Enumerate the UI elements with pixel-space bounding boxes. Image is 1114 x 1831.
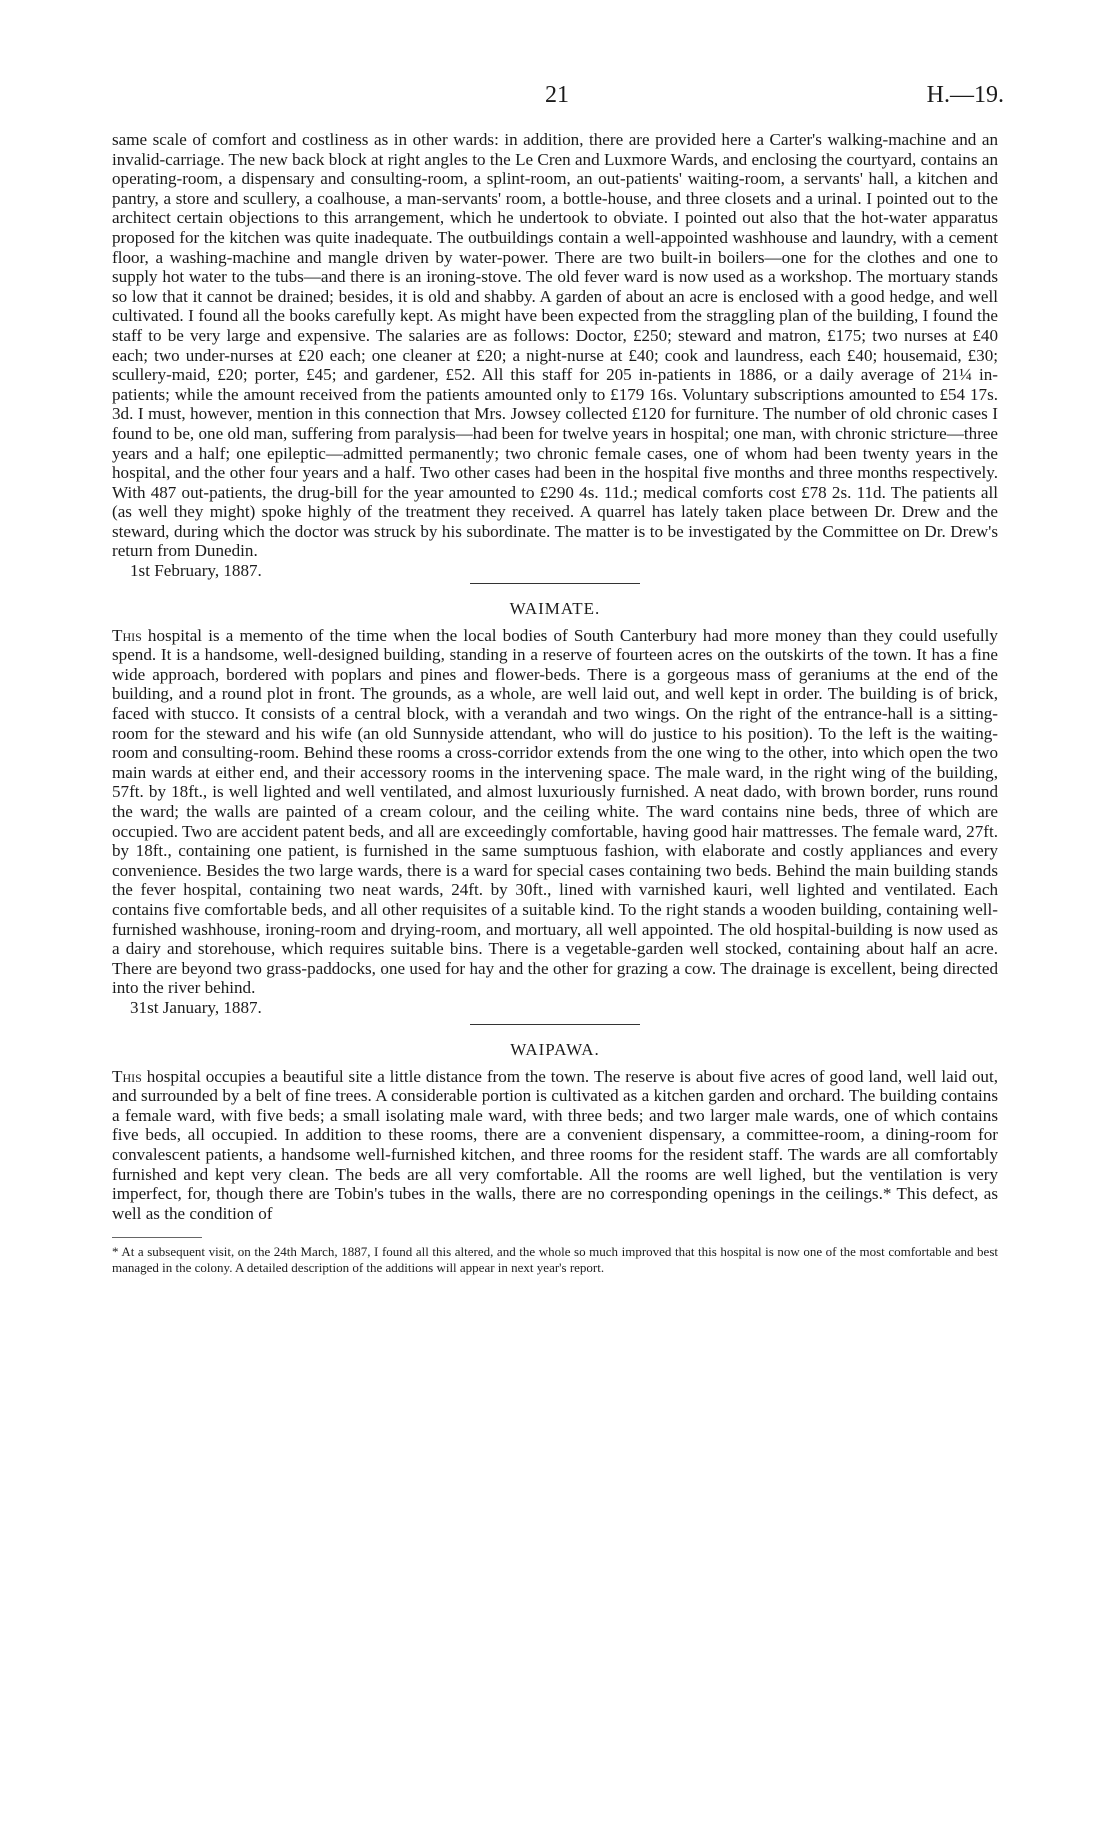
footnote-rule bbox=[112, 1237, 202, 1238]
waimate-date: 31st January, 1887. bbox=[130, 997, 262, 1017]
page-content bbox=[112, 130, 998, 1275]
waipawa-text bbox=[112, 1067, 998, 1224]
section-date: 1st February, 1887. bbox=[130, 561, 262, 581]
footnote: * At a subsequent visit, on the 24th March, 1887, I found all this altered, and the whole so much improved that this hospital is now one of the most comfortable and best managed in the colony. A detailed description of the additions will appear in next year's report. bbox=[112, 1244, 998, 1275]
waimate-heading: WAIMATE. bbox=[509, 598, 601, 618]
page-header bbox=[0, 82, 1114, 122]
page-number: 21 bbox=[545, 82, 569, 108]
waipawa-heading: WAIPAWA. bbox=[510, 1039, 600, 1059]
section-divider bbox=[470, 1024, 640, 1025]
section-continued-text: same scale of comfort and costliness as in other wards: in addition, there are provided here a Carter's walking-machine and an invalid-carriage. The new back block at right angles to the Le Cren and Luxmore Wards, and enclosing the courtyard, contains an operating-room, a dispensary and consulting-room, a splint-room, an out-patients' waiting-room, a servants' hall, a kitchen and pantry, a store and scullery, a coalhouse, a man-servants' room, a bottle-house, and three closets and a urinal. I pointed out to the architect certain objections to this arrangement, which he undertook to obviate. I pointed out also that the hot-water apparatus proposed for the kitchen was quite inadequate. The outbuildings contain a well-appointed washhouse and laundry, with a cement floor, a washing-machine and mangle driven by water-power. There are two built-in boilers—one for the clothes and one to supply hot water to the tubs—and there is an ironing-stove. The old fever ward is now used as a workshop. The mortuary stands so low that it cannot be drained; besides, it is old and shabby. A garden of about an acre is enclosed with a good hedge, and well cultivated. I found all the books carefully kept. As might have been expected from the straggling plan of the building, I found the staff to be very large and expensive. The salaries are as follows: Doctor, £250; steward and matron, £175; two nurses at £40 each; two under-nurses at £20 each; one cleaner at £20; a night-nurse at £40; cook and laundress, each £40; housemaid, £30; scullery-maid, £20; porter, £45; and gardener, £52. All this staff for 205 in-patients in 1886, or a daily average of 21¼ in-patients; while the amount received from the patients amounted only to £179 16s. Voluntary subscriptions amounted to £54 17s. 3d. I must, however, mention in this connection that Mrs. Jowsey collected £120 for furniture. The number of old chronic cases I found to be, one old man, suffering from paralysis—had been for twelve years in hospital; one man, with chronic stricture—three years and a half; one epileptic—admitted permanently; two chronic female cases, one of whom had been twenty years in the hospital, and the other four years and a half. Two other cases had been in the hospital five months and three months respectively. With 487 out-patients, the drug-bill for the year amounted to £290 4s. 11d.; medical comforts cost £78 2s. 11d. The patients all (as well they might) spoke highly of the treatment they received. A quarrel has lately taken place between Dr. Drew and the steward, during which the doctor was struck by his subordinate. The matter is to be investigated by the Committee on Dr. Drew's return from Dunedin. bbox=[112, 130, 998, 561]
document-reference: H.—19. bbox=[926, 82, 1004, 108]
waipawa-lead-word: This bbox=[112, 1066, 142, 1086]
waimate-text bbox=[112, 626, 998, 998]
waimate-body: hospital is a memento of the time when the local bodies of South Canterbury had more money than they could usefully spend. It is a handsome, well-designed building, standing in a reserve of fourteen acres on the outskirts of the town. It has a fine wide approach, bordered with poplars and pines and flower-beds. There is a gorgeous mass of geraniums at the end of the building, and a round plot in front. The grounds, as a whole, are well laid out, and well kept in order. The building is of brick, faced with stucco. It consists of a central block, with a verandah and two wings. On the right of the entrance-hall is a sitting-room for the steward and his wife (an old Sunnyside attendant, who will do justice to his position). To the left is the waiting-room and consulting-room. Behind these rooms a cross-corridor extends from the one wing to the other, into which open the two main wards at either end, and their accessory rooms in the intervening space. The male ward, in the right wing of the building, 57ft. by 18ft., is well lighted and well ventilated, and almost luxuriously furnished. A neat dado, with brown border, runs round the ward; the walls are painted of a cream colour, and the ceiling white. The ward contains nine beds, three of which are occupied. Two are accident patent beds, and all are exceedingly comfortable, having good hair mattresses. The female ward, 27ft. by 18ft., containing one patient, is furnished in the same sumptuous fashion, with elaborate and costly appliances and every convenience. Besides the two large wards, there is a ward for special cases containing two beds. Behind the main building stands the fever hospital, containing two neat wards, 24ft. by 30ft., lined with varnished kauri, well lighted and ventilated. Each contains five comfortable beds, and all other requisites of a suitable kind. To the right stands a wooden building, containing well-furnished washhouse, ironing-room and drying-room, and mortuary, all well appointed. The old hospital-building is now used as a dairy and storehouse, which requires suitable bins. There is a vegetable-garden well stocked, containing about half an acre. There are beyond two grass-paddocks, one used for hay and the other for grazing a cow. The drainage is excellent, being directed into the river behind. bbox=[112, 625, 998, 998]
waipawa-body: hospital occupies a beautiful site a little distance from the town. The reserve is about five acres of good land, well laid out, and surrounded by a belt of fine trees. A considerable portion is cultivated as a kitchen garden and orchard. The building contains a female ward, with five beds; a small isolating male ward, with three beds; and two larger male wards, one of which contains five beds, all occupied. In addition to these rooms, there are a convenient dispensary, a committee-room, a dining-room for convalescent patients, a handsome well-furnished kitchen, and three rooms for the resident staff. The wards are all comfortably furnished and kept very clean. The beds are all very comfortable. All the rooms are well lighed, but the ventilation is very imperfect, for, though there are Tobin's tubes in the walls, there are no corresponding openings in the ceilings.* This defect, as well as the condition of bbox=[112, 1066, 998, 1223]
section-divider bbox=[470, 583, 640, 584]
waimate-lead-word: This bbox=[112, 625, 142, 645]
